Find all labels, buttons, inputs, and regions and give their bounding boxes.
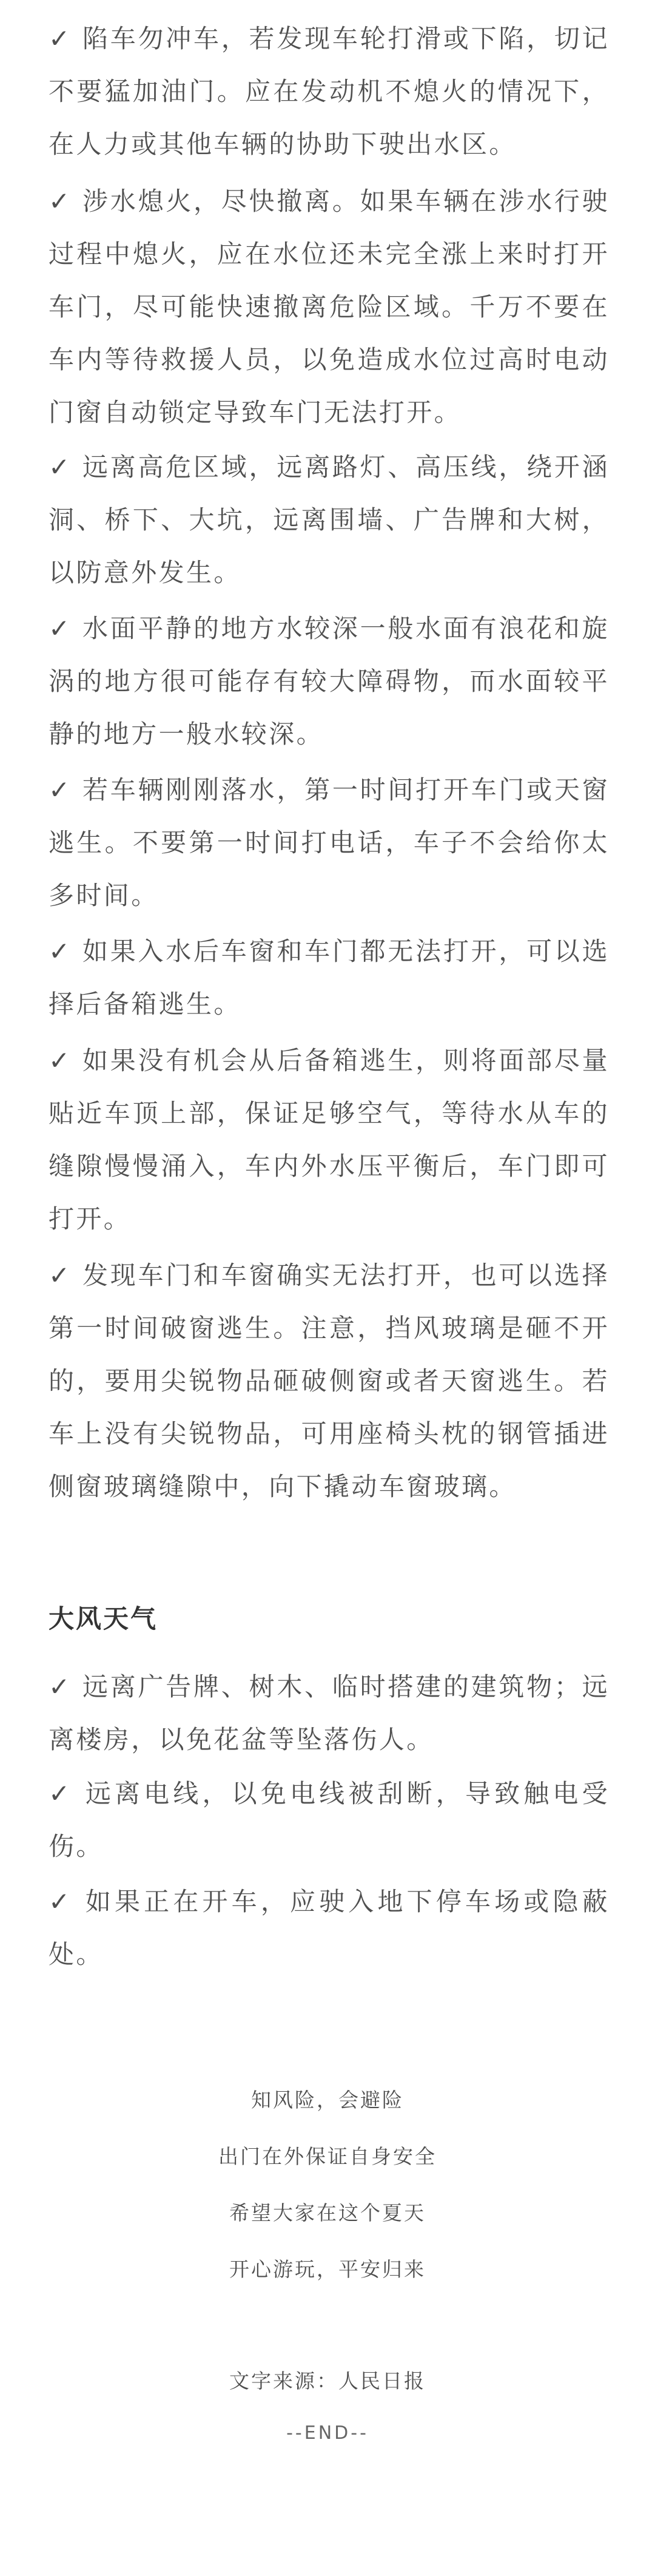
source-credit: 文字来源：人民日报 xyxy=(229,2369,426,2393)
end-marker: --END-- xyxy=(286,2422,369,2444)
section-title: 大风天气 xyxy=(49,1604,158,1634)
tip-paragraph: ✓ 如果没有机会从后备箱逃生，则将面部尽量贴近车顶上部，保证足够空气，等待水从车的缝隙慢慢涌入，车内外水压平衡后，车门即可打开。 xyxy=(49,1046,610,1234)
tip-paragraph: ✓ 远离高危区域，远离路灯、高压线，绕开涵洞、桥下、大坑，远离围墙、广告牌和大树，以防意外发生。 xyxy=(49,452,610,587)
wind-tip-paragraph: ✓ 远离广告牌、树木、临时搭建的建筑物；远离楼房，以免花盆等坠落伤人。 xyxy=(49,1672,610,1754)
wind-tip-paragraph: ✓ 远离电线，以免电线被刮断，导致触电受伤。 xyxy=(49,1779,610,1861)
wind-tip-paragraph: ✓ 如果正在开车，应驶入地下停车场或隐蔽处。 xyxy=(49,1887,610,1969)
tip-paragraph: ✓ 涉水熄火，尽快撤离。如果车辆在涉水行驶过程中熄火，应在水位还未完全涨上来时打开车门，尽可能快速撤离危险区域。千万不要在车内等待救援人员，以免造成水位过高时电动门窗自动锁定导致车门无法打开。 xyxy=(49,186,610,427)
closing-line: 希望大家在这个夏天 xyxy=(229,2201,426,2225)
tip-paragraph: ✓ 水面平静的地方水较深一般水面有浪花和旋涡的地方很可能存有较大障碍物，而水面较平静的地方一般水较深。 xyxy=(49,614,610,749)
closing-line: 开心游玩，平安归来 xyxy=(229,2257,426,2281)
tip-paragraph: ✓ 若车辆刚刚落水，第一时间打开车门或天窗逃生。不要第一时间打电话，车子不会给你太多时间。 xyxy=(49,775,610,910)
tip-paragraph: ✓ 如果入水后车窗和车门都无法打开，可以选择后备箱逃生。 xyxy=(49,936,610,1019)
closing-line: 出门在外保证自身安全 xyxy=(218,2145,437,2168)
tip-paragraph: ✓ 陷车勿冲车，若发现车轮打滑或下陷，切记不要猛加油门。应在发动机不熄火的情况下，在人力或其他车辆的协助下驶出水区。 xyxy=(49,24,610,159)
closing-line: 知风险，会避险 xyxy=(251,2088,404,2112)
tip-paragraph: ✓ 发现车门和车窗确实无法打开，也可以选择第一时间破窗逃生。注意，挡风玻璃是砸不开的，要用尖锐物品砸破侧窗或者天窗逃生。若车上没有尖锐物品，可用座椅头枕的钢管插进侧窗玻璃缝隙中，向下撬动车窗玻璃。 xyxy=(49,1260,610,1501)
